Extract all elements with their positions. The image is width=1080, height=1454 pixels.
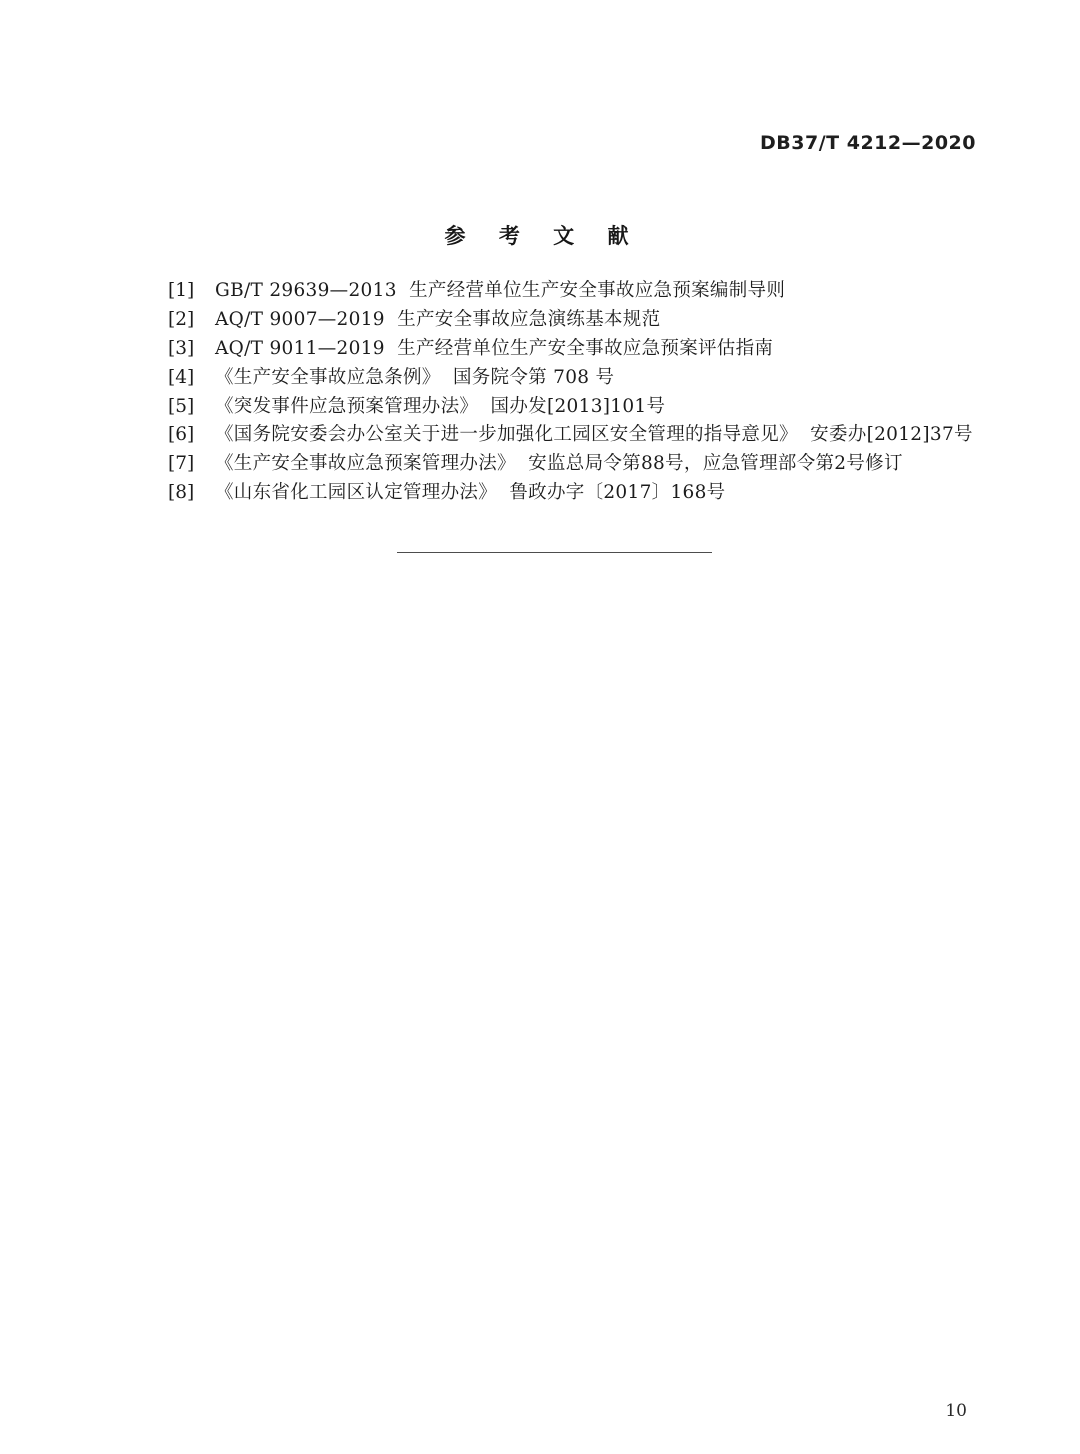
references-section-title: 参 考 文 献 <box>444 224 636 248</box>
reference-text: 《生产安全事故应急预案管理办法》 安监总局令第88号，应急管理部令第2号修订 <box>215 453 903 475</box>
page-number: 10 <box>945 1401 967 1421</box>
reference-index: [8] <box>168 482 195 504</box>
reference-text: GB/T 29639—2013 生产经营单位生产安全事故应急预案编制导则 <box>215 280 786 301</box>
reference-text: 《突发事件应急预案管理办法》 国办发[2013]101号 <box>215 395 666 417</box>
reference-index: [3] <box>168 337 195 359</box>
reference-index: [4] <box>168 366 195 388</box>
reference-item <box>168 306 1020 335</box>
reference-index: [6] <box>168 424 195 446</box>
reference-item <box>168 450 1020 479</box>
reference-text: AQ/T 9011—2019 生产经营单位生产安全事故应急预案评估指南 <box>215 337 774 359</box>
reference-item <box>168 364 1020 393</box>
standard-number-header: DB37/T 4212—2020 <box>760 132 976 154</box>
reference-item <box>168 479 1020 508</box>
end-of-document-rule <box>397 552 712 553</box>
reference-text: 《生产安全事故应急条例》 国务院令第 708 号 <box>215 366 615 388</box>
reference-index: [1] <box>168 280 195 301</box>
reference-item <box>168 393 1020 422</box>
reference-index: [7] <box>168 453 195 475</box>
reference-item <box>168 335 1020 364</box>
reference-index: [2] <box>168 308 195 330</box>
reference-item <box>168 421 1020 450</box>
reference-text: 《山东省化工园区认定管理办法》 鲁政办字〔2017〕168号 <box>215 482 726 504</box>
reference-text: AQ/T 9007—2019 生产安全事故应急演练基本规范 <box>215 308 661 330</box>
reference-list <box>168 277 1020 508</box>
reference-text: 《国务院安委会办公室关于进一步加强化工园区安全管理的指导意见》 安委办[2012]37号 <box>215 424 973 446</box>
reference-item <box>168 277 1020 306</box>
reference-index: [5] <box>168 395 195 417</box>
